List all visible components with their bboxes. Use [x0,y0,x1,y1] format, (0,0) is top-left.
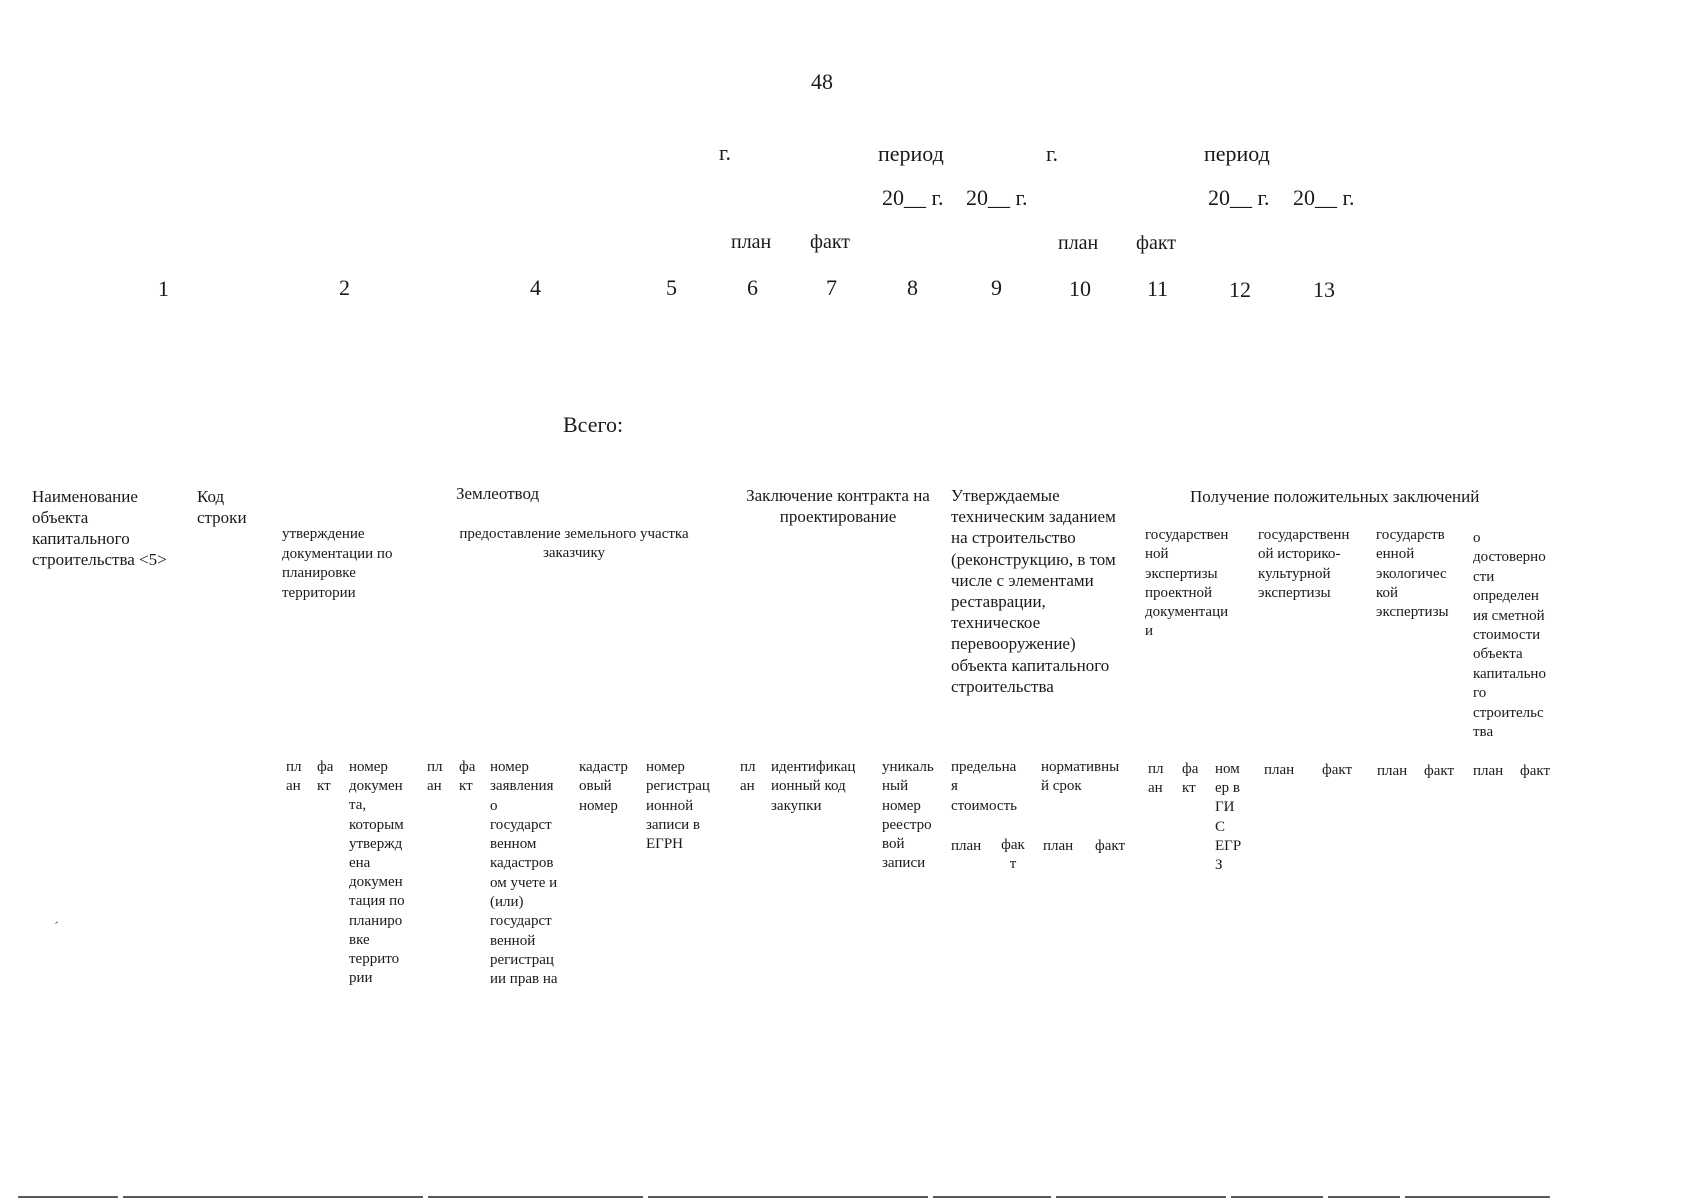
column-number: 5 [666,275,677,300]
period-label-b: период [1204,141,1270,166]
sub-plan-header: план [1377,763,1408,779]
application-number-header: номер заявления о государст венном кадастров ом учете и (или) государст венной регистрац ии прав на [490,759,558,988]
sub-fact-header: фа кт [459,759,476,795]
max-cost-fact-header: фак т [1001,837,1025,872]
max-cost-plan-header: план [951,838,982,854]
sub-plan-header: пл ан [286,759,302,795]
table-border [18,1196,118,1198]
table-border [1405,1196,1550,1198]
plan-label-b: план [1058,232,1099,254]
row-code-header: Код строки [197,487,247,527]
column-number: 10 [1069,276,1091,301]
year-blank-1: 20__ г. [882,185,944,210]
term-fact-header: факт [1095,838,1126,854]
table-border [428,1196,643,1198]
column-number: 4 [530,275,541,300]
positive-conclusions-header: Получение положительных заключений [1190,488,1480,505]
scan-mark: ´ [54,920,59,936]
historical-expertise-header: государственн ой историко- культурной экспертизы [1258,527,1350,601]
year-blank-3: 20__ г. [1208,185,1270,210]
column-number: 6 [747,275,758,300]
egrn-record-header: номер регистрац ионной записи в ЕГРН [646,759,710,853]
column-number: 1 [158,276,169,301]
state-expertise-header: государствен ной экспертизы проектной документаци и [1145,527,1229,640]
sub-fact-header: факт [1322,762,1353,778]
max-cost-header: предельна я стоимость [951,759,1017,814]
table-border [123,1196,423,1198]
table-border [1328,1196,1400,1198]
column-number: 2 [339,275,350,300]
table-border [1056,1196,1226,1198]
column-number: 12 [1229,277,1251,302]
sub-plan-header: план [1473,763,1504,779]
sub-fact-header: факт [1424,763,1455,779]
territory-docs-header: утверждение документации по планировке территории [282,526,393,601]
sub-plan-header: пл ан [740,759,756,795]
sub-fact-header: факт [1520,763,1550,779]
table-border [1231,1196,1323,1198]
sub-plan-header: пл ан [1148,761,1164,797]
sub-plan-header: план [1264,762,1295,778]
column-number: 9 [991,275,1002,300]
column-number: 8 [907,275,918,300]
term-plan-header: план [1043,838,1074,854]
sub-plan-header: пл ан [427,759,443,795]
year-blank-4: 20__ г. [1293,185,1355,210]
land-provision-header: предоставление земельного участка заказчику [459,526,689,561]
year-label-a: г. [719,140,732,165]
normative-term-header: нормативны й срок [1041,759,1120,795]
fact-label-b: факт [1136,232,1177,254]
sub-fact-header: фа кт [1182,761,1199,797]
total-label: Всего: [563,412,624,437]
design-contract-header: Заключение контракта на проектирование [746,486,930,526]
gisegrz-number-header: ном ер в ГИ С ЕГР З [1215,761,1242,874]
table-border [933,1196,1051,1198]
year-blank-2: 20__ г. [966,185,1028,210]
land-allotment-header: Землеотвод [456,484,540,503]
column-number: 11 [1147,276,1169,301]
reliability-header: о достоверно сти определен ия сметной стоимости объекта капитально го строительс тва [1473,530,1546,741]
year-label-b: г. [1046,141,1059,166]
approved-by-task-header: Утверждаемые техническим заданием на строительство (реконструкцию, в том числе с элементами реставрации, техническое перевооружение) объекта капитального строительства [951,486,1116,696]
plan-label-a: план [731,231,772,253]
ecological-expertise-header: государств енной экологичес кой экспертизы [1376,527,1449,621]
registry-number-header: уникаль ный номер реестро вой записи [882,759,934,872]
sub-fact-header: фа кт [317,759,334,795]
object-name-header: Наименование объекта капитального строительства <5> [32,487,167,569]
column-number: 7 [826,275,837,300]
table-border [648,1196,928,1198]
period-label-a: период [878,141,944,166]
purchase-code-header: идентификац ионный код закупки [771,759,856,814]
doc-number-header: номер докумен та, которым утвержд ена докумен тация по планиро вке террито рии [349,759,405,987]
fact-label-a: факт [810,231,851,253]
column-number: 13 [1313,277,1335,302]
cadastral-number-header: кадастр овый номер [579,759,628,814]
page-number: 48 [811,69,833,94]
